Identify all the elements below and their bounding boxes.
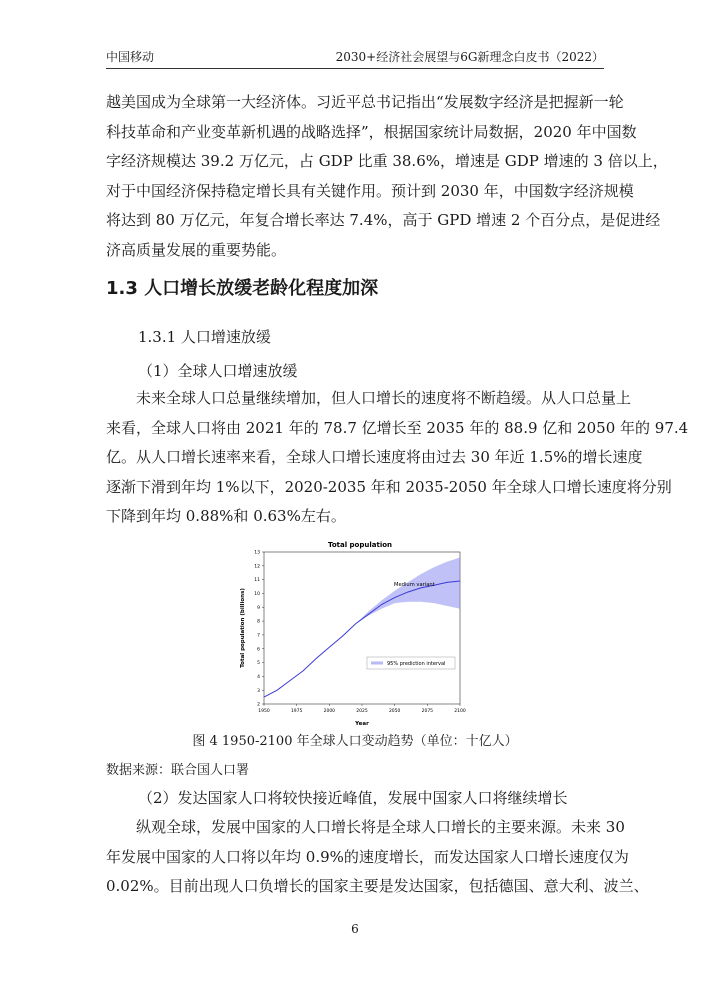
paragraph-digital-economy [106, 88, 668, 265]
section-title: 1.3 人口增长放缓老龄化程度加深 [106, 278, 379, 299]
header-right: 2030+经济社会展望与6G新理念白皮书（2022） [335, 50, 604, 64]
subsubsection-title: （1）全球人口增速放缓 [138, 362, 298, 380]
text-line: 字经济规模达 39.2 万亿元，占 GDP 比重 38.6%，增速是 GDP 增速的 3 倍以上， [106, 152, 668, 170]
text-line: 0.02%。目前出现人口负增长的国家主要是发达国家，包括德国、意大利、波兰、 [106, 877, 649, 895]
x-tick-label: 2050 [388, 709, 401, 714]
text-line: 将达到 80 万亿元，年复合增长率达 7.4%，高于 GPD 增速 2 个百分点，是促进经 [106, 211, 661, 229]
y-axis-label: Total population (billions) [240, 588, 246, 668]
text-line: 济高质量发展的重要势能。 [106, 240, 287, 259]
y-tick-label: 5 [257, 661, 260, 667]
text-line: 年发展中国家的人口将以年均 0.9%的速度增长，而发达国家人口增长速度仅为 [106, 847, 629, 866]
y-tick-label: 6 [257, 647, 260, 653]
legend-label: 95% prediction interval [387, 661, 446, 667]
x-tick-label: 2100 [454, 709, 466, 714]
text-line: 来看，全球人口将由 2021 年的 78.7 亿增长至 2035 年的 88.9 亿和 2050 年的 97.4 [106, 418, 689, 437]
chart-svg [232, 537, 472, 732]
subsection-title: 1.3.1 人口增速放缓 [138, 328, 271, 346]
x-tick-label: 1950 [258, 709, 270, 714]
x-axis-label: Year [355, 721, 369, 727]
y-tick-label: 9 [257, 605, 260, 611]
y-tick-label: 8 [257, 619, 260, 625]
text-line: 下降到年均 0.88%和 0.63%左右。 [106, 507, 346, 525]
source-note: 数据来源：联合国人口署 [106, 763, 250, 778]
y-tick-label: 2 [257, 702, 260, 708]
x-tick-label: 2000 [323, 709, 336, 714]
x-tick-label: 1975 [290, 709, 303, 714]
page-number: 6 [351, 922, 359, 936]
x-tick-label: 2025 [356, 709, 368, 714]
x-tick-label: 2075 [421, 709, 434, 714]
header-left: 中国移动 [106, 50, 155, 64]
y-tick-label: 12 [254, 564, 260, 570]
chart-legend [367, 657, 455, 669]
chart-annotation: Medium variant [394, 582, 435, 588]
y-tick-label: 13 [254, 550, 260, 556]
text-line: 科技革命和产业变革新机遇的战略选择”，根据国家统计局数据，2020 年中国数 [106, 122, 637, 141]
figure-caption: 图 4 1950-2100 年全球人口变动趋势（单位：十亿人） [192, 734, 518, 749]
y-tick-label: 10 [254, 592, 260, 598]
paragraph-developing-countries [106, 813, 649, 902]
text-line: 亿。从人口增长速率来看，全球人口增长速度将由过去 30 年近 1.5%的增长速度 [106, 448, 643, 466]
y-tick-label: 11 [254, 578, 260, 584]
text-line: 对于中国经济保持稳定增长具有关键作用。预计到 2030 年，中国数字经济规模 [106, 181, 634, 200]
text-line: 逐渐下滑到年均 1%以下，2020-2035 年和 2035-2050 年全球人口增长速度将分别 [106, 477, 672, 496]
y-tick-label: 4 [257, 674, 260, 680]
prediction-interval-band [356, 558, 461, 624]
y-tick-label: 3 [257, 688, 260, 694]
y-tick-label: 7 [257, 633, 260, 639]
text-line: 未来全球人口总量继续增加，但人口增长的速度将不断趋缓。从人口总量上 [136, 389, 632, 407]
chart-title: Total population [327, 541, 393, 549]
paragraph-population-growth [106, 384, 689, 532]
subsubsection-title-2: （2）发达国家人口将较快接近峰值，发展中国家人口将继续增长 [138, 789, 568, 807]
text-line: 越美国成为全球第一大经济体。习近平总书记指出“发展数字经济是把握新一轮 [106, 93, 624, 111]
population-chart [232, 537, 472, 732]
page-header [106, 44, 604, 66]
text-line: 纵观全球，发展中国家的人口增长将是全球人口增长的主要来源。未来 30 [136, 818, 625, 836]
header-rule [106, 68, 604, 69]
